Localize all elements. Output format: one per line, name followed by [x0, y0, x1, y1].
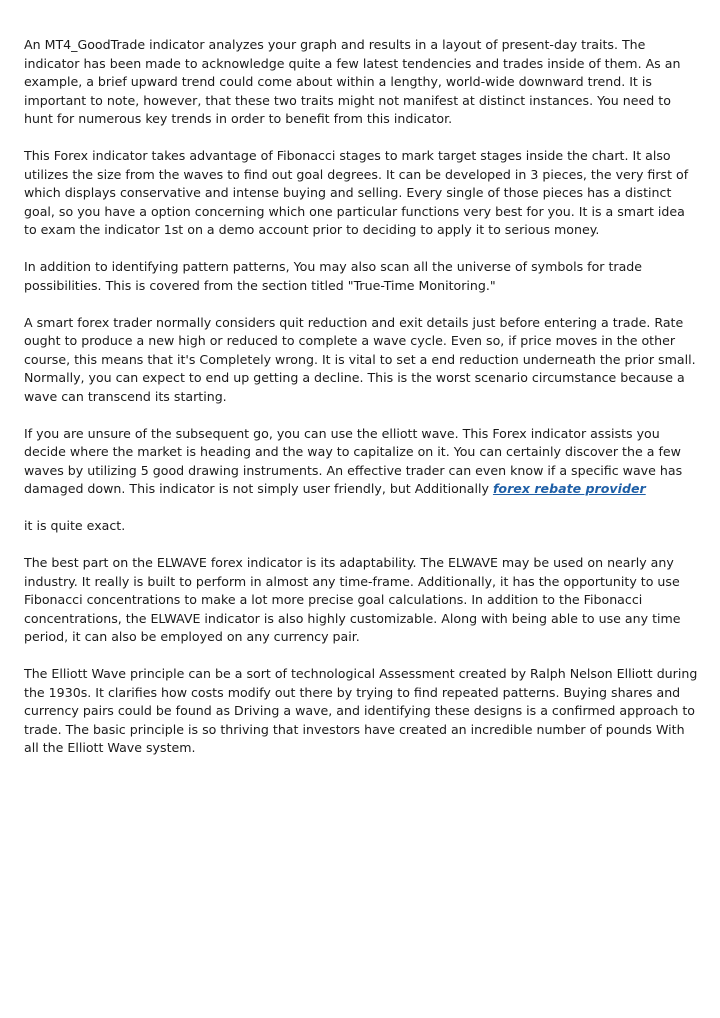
paragraph-2: This Forex indicator takes advantage of Fibonacci stages to mark target stages inside the chart. It also utilizes the size from the waves to find out goal degrees. It can be developed in 3 pieces, the very first of which displays conservative and intense buying and selling. Every single of those pieces has a distinct goal, so you have a option concerning which one particular functions very best for you. It is a smart idea to exam the indicator 1st on a demo account prior to deciding to apply it to serious money. — [24, 148, 689, 237]
paragraph-1: An MT4_GoodTrade indicator analyzes your graph and results in a layout of present-day traits. The indicator has been made to acknowledge quite a few latest tendencies and trades inside of them. As an example, a brief upward trend could come about within a lengthy, world-wide downward trend. It is important to note, however, that these two traits might not manifest at distinct instances. You need to hunt for numerous key trends in order to benefit from this indicator. — [24, 37, 681, 126]
paragraph-5 — [24, 425, 700, 499]
paragraph-3: In addition to identifying pattern patterns, You may also scan all the universe of symbols for trade possibilities. This is covered from the section titled "True-Time Monitoring." — [24, 259, 643, 293]
paragraph-4: A smart forex trader normally considers quit reduction and exit details just before entering a trade. Rate ought to produce a new high or reduced to complete a wave cycle. Even so, if price moves in the other course, this means that it's Completely wrong. It is vital to set a end reduction underneath the prior small. Normally, you can expect to end up getting a decline. This is the worst scenario circumstance because a wave can transcend its starting. — [24, 314, 696, 404]
paragraph-6: it is quite exact. — [24, 518, 126, 533]
article-body — [24, 36, 700, 776]
paragraph-8: The Elliott Wave principle can be a sort of technological Assessment created by Ralph Nelson Elliott during the 1930s. It clarifies how costs modify out there by trying to find repeated patterns. Buying shares and currency pairs could be found as Driving a wave, and identifying these designs is a confirmed approach to trade. The basic principle is so thriving that investors have created an incredible number of pounds With all the Elliott Wave system. — [24, 666, 698, 755]
paragraph-7: The best part on the ELWAVE forex indicator is its adaptability. The ELWAVE may be used on nearly any industry. It really is built to perform in almost any time-frame. Additionally, it has the opportunity to use Fibonacci concentrations to make a lot more precise goal calculations. In addition to the Fibonacci concentrations, the ELWAVE indicator is also highly customizable. Along with being able to use any time period, it can also be employed on any currency pair. — [24, 555, 681, 644]
paragraph-5-text: If you are unsure of the subsequent go, you can use the elliott wave. This Forex indicator assists you decide where the market is heading and the way to capitalize on it. You can certainly discover the a few waves by utilizing 5 good drawing instruments. An effective trader can even know if a specific wave has damaged down. This indicator is not simply user friendly, but Additionally — [24, 425, 683, 496]
forex-rebate-provider-link[interactable]: forex rebate provider — [492, 481, 646, 496]
